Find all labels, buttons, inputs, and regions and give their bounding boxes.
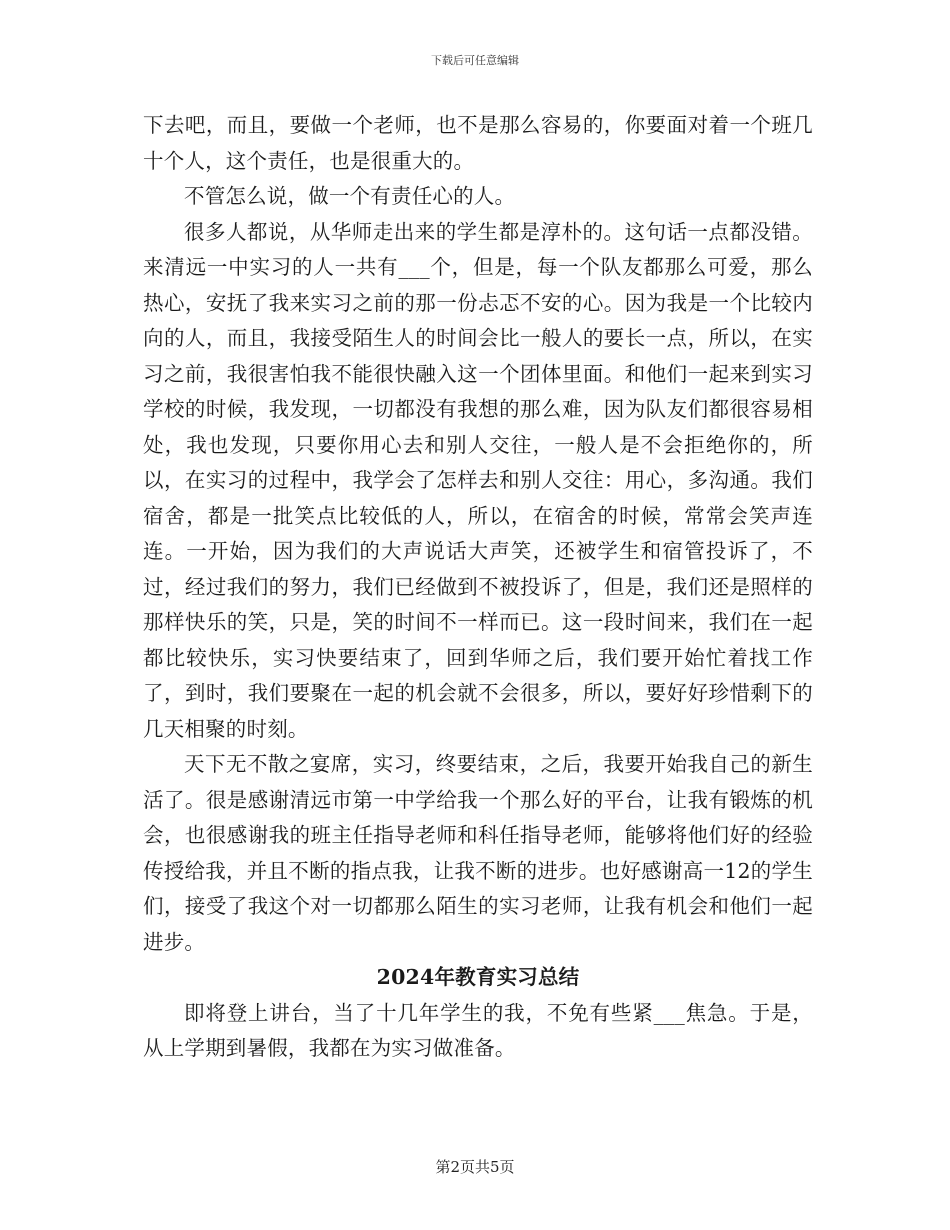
paragraph-teammates: 很多人都说，从华师走出来的学生都是淳朴的。这句话一点都没错。来清远一中实习的人一共有___个，但是，每一个队友都那么可爱，那么热心，安抚了我来实习之前的那一份忐忑不安的心。因为我是一个比较内向的人，而且，我接受陌生人的时间会比一般人的要长一点，所以，在实习之前，我很害怕我不能很快融入这一个团体里面。和他们一起来到实习学校的时候，我发现，一切都没有我想的那么难，因为队友们都很容易相处，我也发现，只要你用心去和别人交往，一般人是不会拒绝你的，所以，在实习的过程中，我学会了怎样去和别人交往：用心，多沟通。我们宿舍，都是一批笑点比较低的人，所以，在宿舍的时候，常常会笑声连连。一开始，因为我们的大声说话大声笑，还被学生和宿管投诉了，不过，经过我们的努力，我们已经做到不被投诉了，但是，我们还是照样的那样快乐的笑，只是，笑的时间不一样而已。这一段时间来，我们在一起都比较快乐，实习快要结束了，回到华师之后，我们要开始忙着找工作了，到时，我们要聚在一起的机会就不会很多，所以，要好好珍惜剩下的几天相聚的时刻。 [143,219,813,741]
page-header-note: 下载后可任意编辑 [431,54,519,67]
document-body [143,108,813,1067]
paragraph-continuation: 下去吧，而且，要做一个老师，也不是那么容易的，你要面对着一个班几十个人，这个责任，也是很重大的。 [143,113,813,173]
section-title: 2024年教育实习总结 [376,965,580,989]
paragraph-gratitude: 天下无不散之宴席，实习，终要结束，之后，我要开始我自己的新生活了。很是感谢清远市第一中学给我一个那么好的平台，让我有锻炼的机会，也很感谢我的班主任指导老师和科任指导老师，能够将他们好的经验传授给我，并且不断的指点我，让我不断的进步。也好感谢高一12的学生们，接受了我这个对一切都那么陌生的实习老师，让我有机会和他们一起进步。 [143,752,813,954]
page-number: 第2页共5页 [435,1158,515,1176]
paragraph-responsibility: 不管怎么说，做一个有责任心的人。 [184,184,516,208]
paragraph-preparation: 即将登上讲台，当了十几年学生的我，不免有些紧___焦急。于是，从上学期到暑假，我都在为实习做准备。 [143,1000,813,1060]
